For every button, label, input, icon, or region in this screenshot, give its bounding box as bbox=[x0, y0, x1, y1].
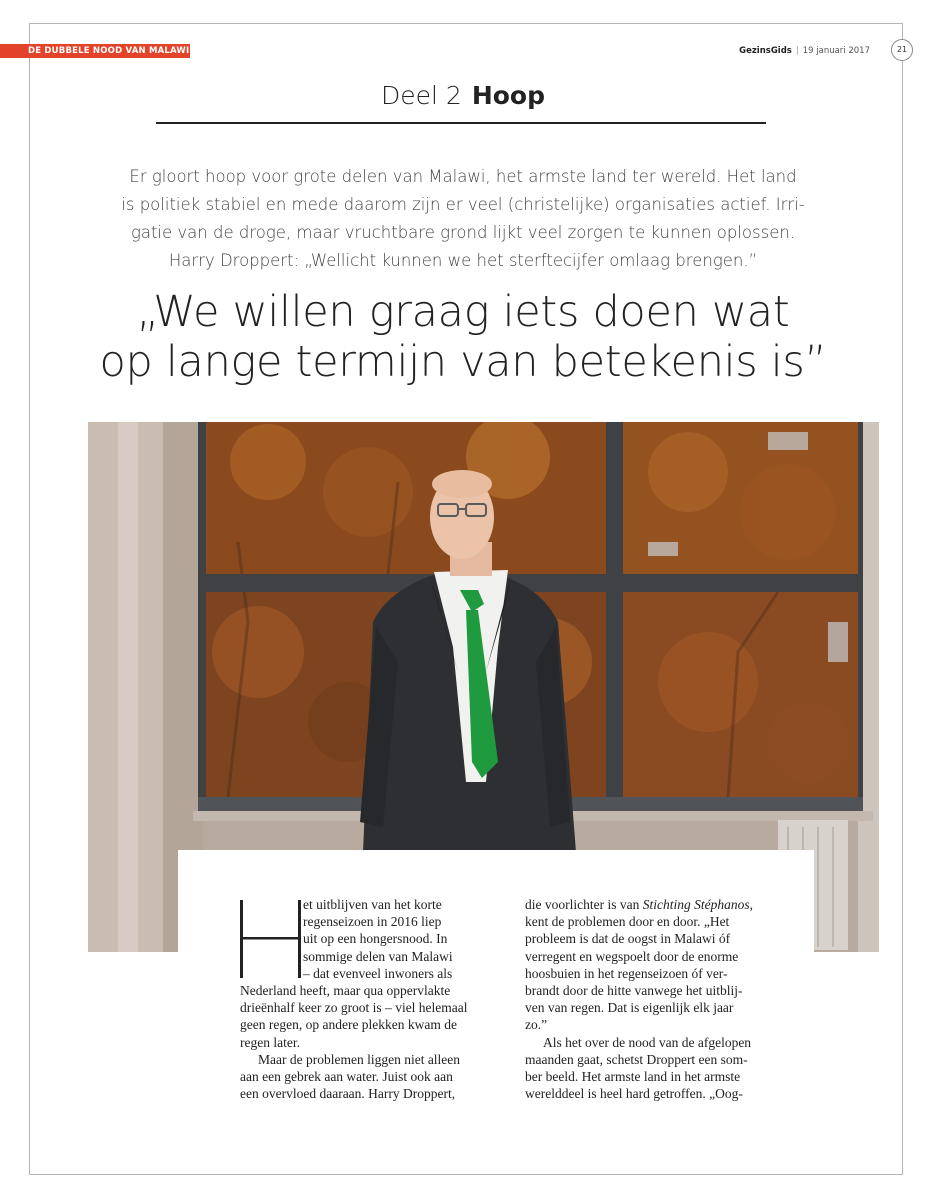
page-number: 21 bbox=[891, 39, 913, 61]
headline-line: „We willen graag iets doen wat bbox=[136, 287, 790, 337]
body-line: brandt door de hitte vanwege het uitblij- bbox=[525, 983, 743, 999]
series-title bbox=[0, 80, 926, 112]
headline bbox=[60, 287, 866, 387]
title-rule bbox=[156, 122, 766, 124]
body-line: regen later. bbox=[240, 1034, 300, 1050]
body-line-text: die voorlichter is van bbox=[525, 897, 640, 912]
body-line: Nederland heeft, maar qua oppervlakte bbox=[240, 983, 451, 999]
body-line: ven van regen. Dat is eigenlijk elk jaar bbox=[525, 1000, 734, 1016]
body-line: Als het over de nood van de afgelopen bbox=[543, 1034, 752, 1050]
body-line: maanden gaat, schetst Droppert een som- bbox=[525, 1051, 748, 1067]
masthead-separator: | bbox=[795, 46, 799, 56]
publication-name: GezinsGids bbox=[739, 46, 792, 56]
body-line: – dat evenveel inwoners als bbox=[303, 965, 453, 981]
body-line: et uitblijven van het korte bbox=[303, 897, 442, 912]
intro-line: Er gloort hoop voor grote delen van Malawi, het armste land ter wereld. Het land bbox=[129, 167, 797, 186]
intro-line: gatie van de droge, maar vruchtbare grond lijkt veel zorgen te kunnen oplossen. bbox=[130, 223, 796, 242]
body-line: hoosbuien in het regenseizoen óf ver- bbox=[525, 965, 728, 981]
body-line: een overvloed daaraan. Harry Droppert, bbox=[240, 1086, 456, 1102]
body-line: regenseizoen in 2016 liep bbox=[303, 914, 442, 930]
article-column-1 bbox=[240, 896, 490, 1102]
intro-line: is politiek stabiel en mede daarom zijn er veel (christelijke) organisaties actief. Irri- bbox=[121, 195, 805, 214]
body-line: kent de problemen door en door. „Het bbox=[525, 914, 730, 930]
series-word: Hoop bbox=[471, 81, 545, 110]
body-line: uit op een hongersnood. In bbox=[303, 931, 448, 947]
body-line: Maar de problemen liggen niet alleen bbox=[258, 1051, 461, 1067]
headline-line: op lange termijn van betekenis is” bbox=[99, 337, 827, 387]
masthead bbox=[739, 45, 870, 57]
article-column-2 bbox=[525, 896, 787, 1102]
series-part: Deel 2 bbox=[381, 81, 462, 110]
organisation-name: Stichting Stéphanos, bbox=[642, 897, 753, 912]
body-line: verregent en wegspoelt door de enorme bbox=[525, 948, 739, 964]
body-line: zo.” bbox=[525, 1017, 548, 1033]
body-line: aan een gebrek aan water. Juist ook aan bbox=[240, 1069, 453, 1085]
body-line: ber beeld. Het armste land in het armste bbox=[525, 1069, 741, 1085]
body-line: probleem is dat de oogst in Malawi óf bbox=[525, 931, 731, 947]
body-line: drieënhalf keer zo groot is – viel helemaal bbox=[240, 1000, 468, 1016]
body-line bbox=[525, 896, 787, 913]
body-line: geen regen, op andere plekken kwam de bbox=[240, 1017, 458, 1033]
intro-line: Harry Droppert: „Wellicht kunnen we het sterftecijfer omlaag brengen.” bbox=[168, 251, 758, 270]
issue-date: 19 januari 2017 bbox=[802, 46, 870, 56]
body-line: sommige delen van Malawi bbox=[303, 948, 453, 964]
intro-paragraph bbox=[120, 163, 806, 275]
body-line: werelddeel is heel hard getroffen. „Oog- bbox=[525, 1086, 743, 1102]
section-tag: DE DUBBELE NOOD VAN MALAWI bbox=[0, 44, 190, 58]
